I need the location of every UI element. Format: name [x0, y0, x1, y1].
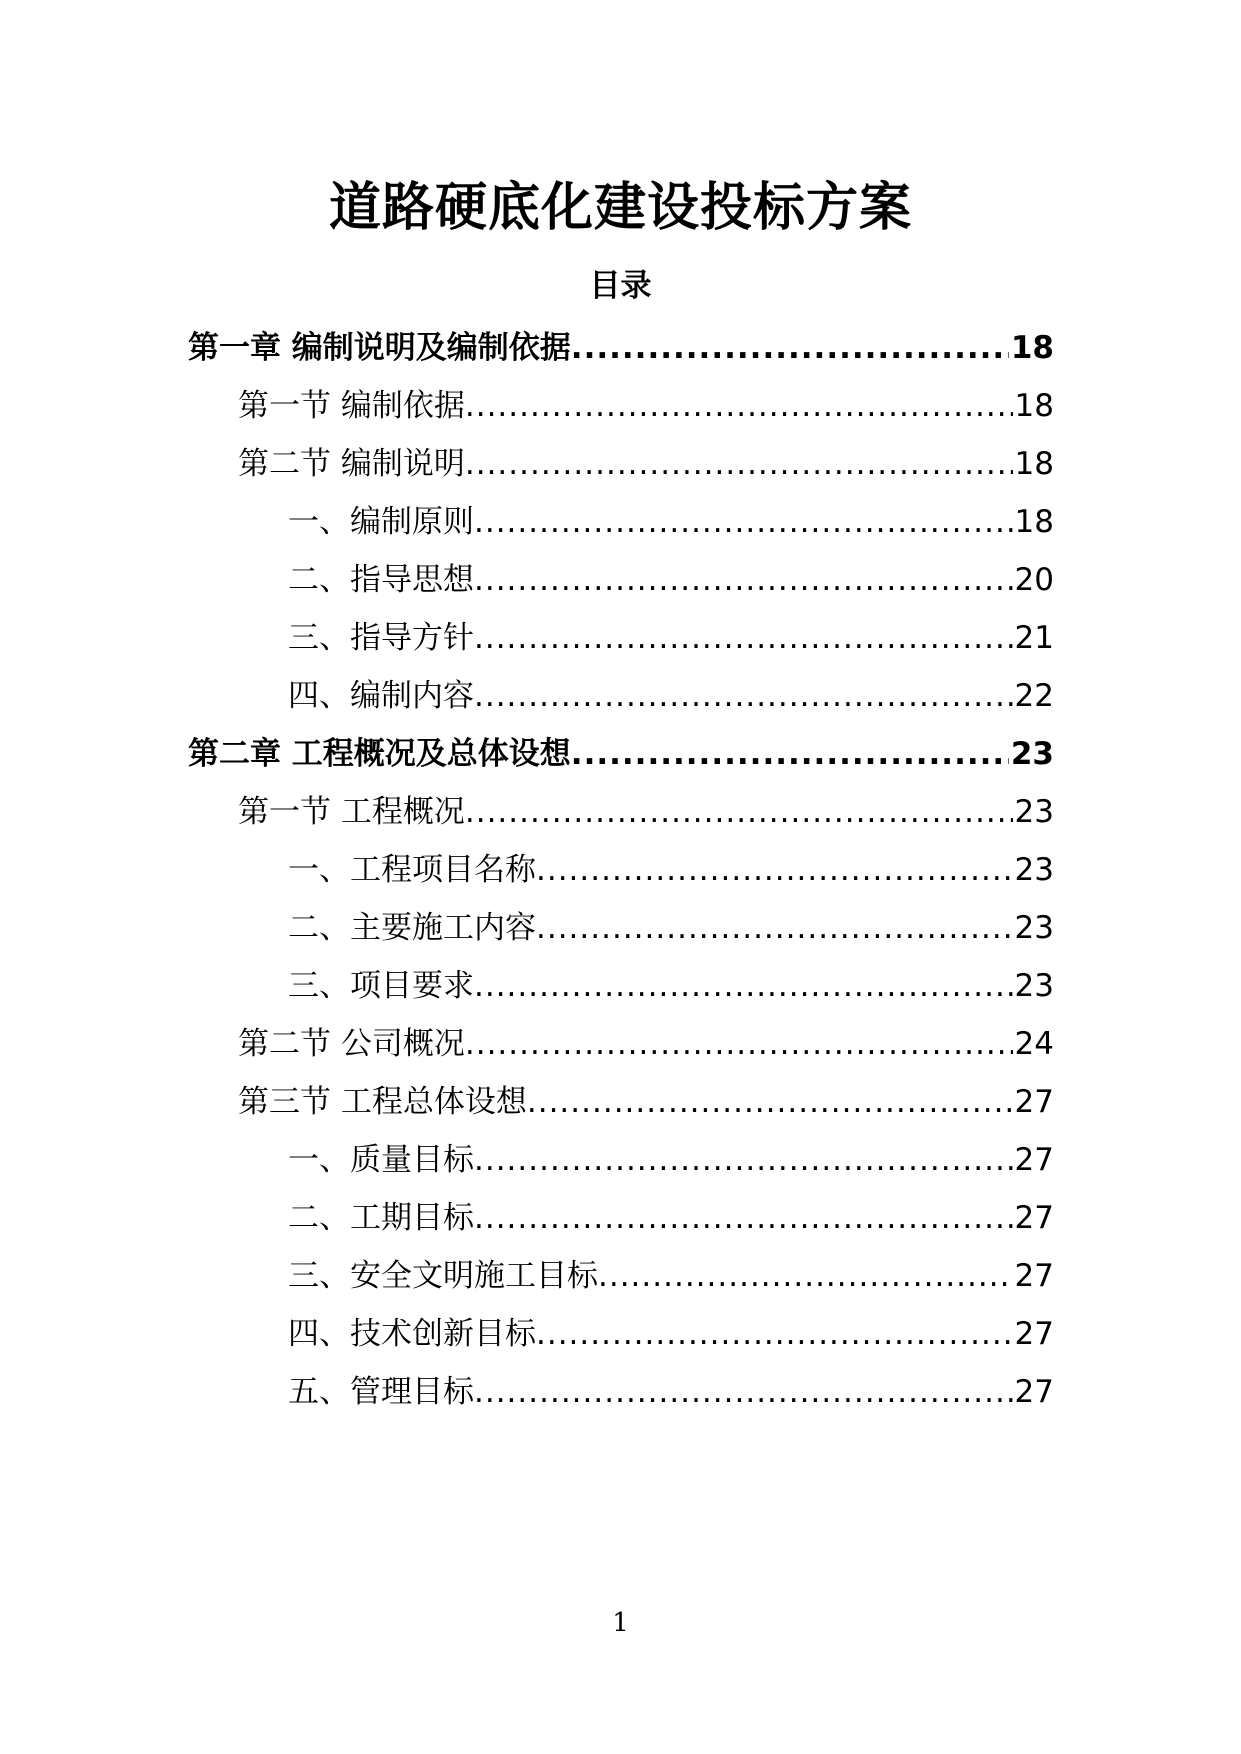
toc-dot-leader — [474, 1140, 1013, 1180]
toc-entry-label: 一、编制原则 — [288, 504, 474, 540]
page-number: 1 — [612, 1608, 629, 1638]
toc-entry-label: 二、主要施工内容 — [288, 910, 536, 946]
toc-entry-section[interactable] — [238, 1078, 1054, 1122]
toc-entry-label: 第二章 工程概况及总体设想 — [188, 736, 571, 772]
toc-entry-page: 27 — [1014, 1258, 1054, 1294]
toc-dot-leader — [474, 618, 1013, 658]
toc-entry-label: 第二节 编制说明 — [238, 446, 465, 482]
toc-entry-label: 一、质量目标 — [288, 1142, 474, 1178]
toc-dot-leader — [527, 1082, 1013, 1122]
toc-dot-leader — [465, 792, 1013, 832]
toc-entry-page: 22 — [1014, 678, 1054, 714]
document-title: 道路硬底化建设投标方案 — [328, 178, 912, 238]
toc-dot-leader — [571, 328, 1009, 368]
toc-entry-page: 23 — [1014, 794, 1054, 830]
toc-entry-page: 27 — [1014, 1200, 1054, 1236]
toc-entry-page: 18 — [1010, 330, 1054, 366]
toc-entry-page: 24 — [1014, 1026, 1054, 1062]
toc-entry-section[interactable] — [238, 1020, 1054, 1064]
toc-entry-label: 一、工程项目名称 — [288, 852, 536, 888]
toc-entry-page: 27 — [1014, 1142, 1054, 1178]
toc-entry-page: 23 — [1014, 852, 1054, 888]
toc-dot-leader — [536, 850, 1013, 890]
toc-entry-label: 三、项目要求 — [288, 968, 474, 1004]
toc-entry-label: 三、指导方针 — [288, 620, 474, 656]
toc-entry-section[interactable] — [238, 440, 1054, 484]
toc-entry-subsection[interactable] — [288, 672, 1054, 716]
toc-entry-page: 20 — [1014, 562, 1054, 598]
toc-entry-label: 四、编制内容 — [288, 678, 474, 714]
toc-entry-page: 23 — [1014, 968, 1054, 1004]
toc-entry-page: 23 — [1014, 910, 1054, 946]
toc-entry-subsection[interactable] — [288, 1194, 1054, 1238]
toc-entry-subsection[interactable] — [288, 904, 1054, 948]
toc-entry-label: 二、工期目标 — [288, 1200, 474, 1236]
toc-entry-subsection[interactable] — [288, 1136, 1054, 1180]
toc-entry-page: 18 — [1014, 504, 1054, 540]
toc-dot-leader — [474, 1372, 1013, 1412]
toc-entry-label: 三、安全文明施工目标 — [288, 1258, 598, 1294]
toc-entry-section[interactable] — [238, 382, 1054, 426]
toc-entry-section[interactable] — [238, 788, 1054, 832]
toc-entry-label: 第二节 公司概况 — [238, 1026, 465, 1062]
toc-entry-chapter-2[interactable] — [188, 730, 1054, 774]
toc-dot-leader — [474, 966, 1013, 1006]
toc-entry-page: 27 — [1014, 1316, 1054, 1352]
toc-entry-page: 21 — [1014, 620, 1054, 656]
toc-dot-leader — [571, 734, 1009, 774]
toc-dot-leader — [474, 1198, 1013, 1238]
toc-dot-leader — [536, 908, 1013, 948]
toc-entry-page: 27 — [1014, 1084, 1054, 1120]
toc-dot-leader — [474, 676, 1013, 716]
toc-entry-page: 18 — [1014, 446, 1054, 482]
toc-entry-chapter-1[interactable] — [188, 324, 1054, 368]
toc-entry-label: 第三节 工程总体设想 — [238, 1084, 527, 1120]
toc-entry-label: 第一节 工程概况 — [238, 794, 465, 830]
toc-dot-leader — [536, 1314, 1013, 1354]
toc-entry-subsection[interactable] — [288, 962, 1054, 1006]
toc-entry-label: 五、管理目标 — [288, 1374, 474, 1410]
toc-dot-leader — [598, 1256, 1013, 1296]
toc-entry-page: 18 — [1014, 388, 1054, 424]
toc-entry-label: 四、技术创新目标 — [288, 1316, 536, 1352]
toc-entry-subsection[interactable] — [288, 1368, 1054, 1412]
toc-entry-label: 二、指导思想 — [288, 562, 474, 598]
toc-entry-subsection[interactable] — [288, 614, 1054, 658]
toc-entry-label: 第一章 编制说明及编制依据 — [188, 330, 571, 366]
toc-entry-subsection[interactable] — [288, 1252, 1054, 1296]
toc-entry-page: 23 — [1010, 736, 1054, 772]
toc-dot-leader — [474, 560, 1013, 600]
toc-dot-leader — [465, 444, 1013, 484]
toc-dot-leader — [465, 1024, 1013, 1064]
toc-entry-subsection[interactable] — [288, 556, 1054, 600]
toc-heading: 目录 — [589, 268, 652, 304]
toc-dot-leader — [465, 386, 1013, 426]
toc-entry-subsection[interactable] — [288, 1310, 1054, 1354]
toc-entry-subsection[interactable] — [288, 498, 1054, 542]
toc-dot-leader — [474, 502, 1013, 542]
toc-entry-label: 第一节 编制依据 — [238, 388, 465, 424]
toc-entry-subsection[interactable] — [288, 846, 1054, 890]
toc-entry-page: 27 — [1014, 1374, 1054, 1410]
